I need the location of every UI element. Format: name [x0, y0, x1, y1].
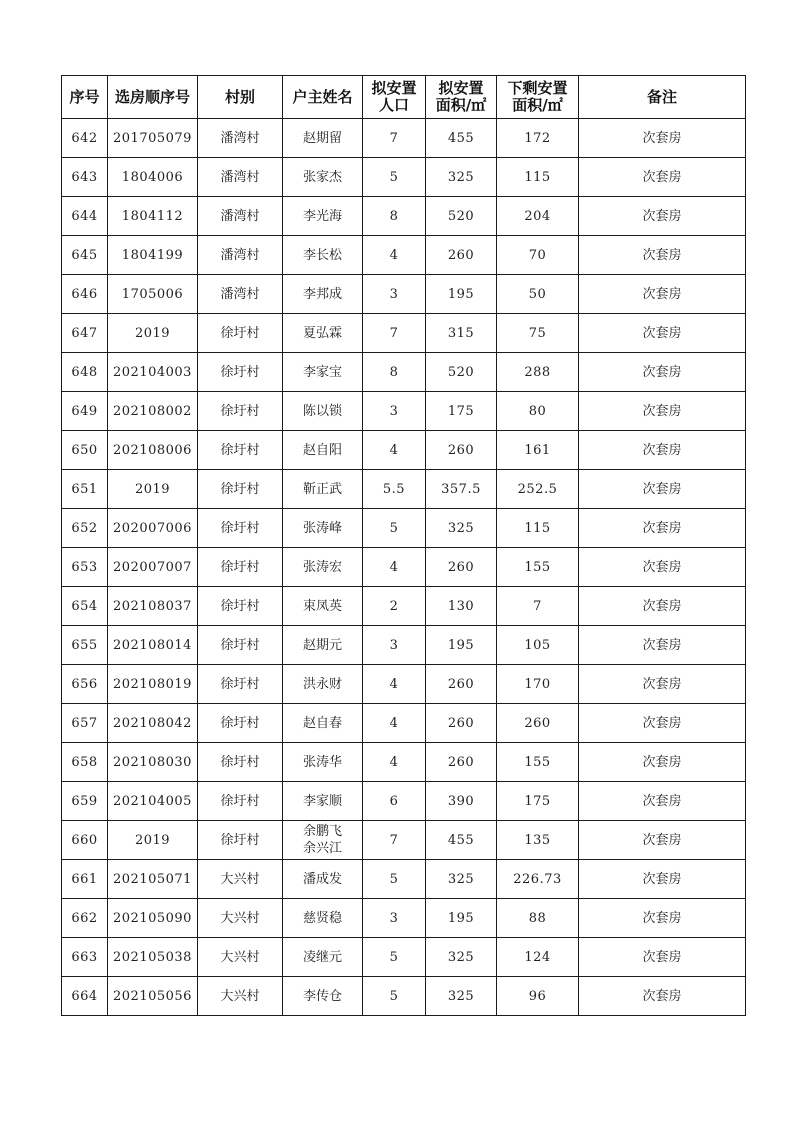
table-row [62, 509, 746, 548]
cell-village: 徐圩村 [198, 704, 283, 743]
table-row [62, 704, 746, 743]
cell-householder-name: 李邦成 [283, 275, 363, 314]
cell-remaining-area: 7 [497, 587, 579, 626]
cell-planned-area: 520 [426, 353, 497, 392]
cell-remarks: 次套房 [579, 821, 746, 860]
cell-planned-population: 5.5 [363, 470, 426, 509]
cell-planned-area: 390 [426, 782, 497, 821]
cell-planned-population: 2 [363, 587, 426, 626]
header-selection-order: 选房顺序号 [108, 76, 198, 119]
table-header-row [62, 76, 746, 119]
table-row [62, 626, 746, 665]
cell-remaining-area: 80 [497, 392, 579, 431]
cell-remarks: 次套房 [579, 509, 746, 548]
cell-serial-number: 644 [62, 197, 108, 236]
table-row [62, 743, 746, 782]
table-row [62, 977, 746, 1016]
cell-planned-area: 175 [426, 392, 497, 431]
cell-selection-order: 202105038 [108, 938, 198, 977]
cell-planned-area: 325 [426, 158, 497, 197]
cell-householder-name: 洪永财 [283, 665, 363, 704]
cell-remaining-area: 50 [497, 275, 579, 314]
cell-planned-population: 3 [363, 626, 426, 665]
table-row [62, 587, 746, 626]
cell-planned-population: 4 [363, 431, 426, 470]
cell-remarks: 次套房 [579, 899, 746, 938]
cell-village: 潘湾村 [198, 197, 283, 236]
cell-planned-area: 455 [426, 821, 497, 860]
cell-planned-area: 520 [426, 197, 497, 236]
table-row [62, 392, 746, 431]
cell-planned-population: 7 [363, 821, 426, 860]
table-row [62, 548, 746, 587]
cell-planned-area: 325 [426, 509, 497, 548]
cell-planned-population: 7 [363, 119, 426, 158]
cell-planned-population: 4 [363, 665, 426, 704]
cell-selection-order: 202108037 [108, 587, 198, 626]
cell-householder-name: 张家杰 [283, 158, 363, 197]
cell-remarks: 次套房 [579, 860, 746, 899]
cell-selection-order: 2019 [108, 821, 198, 860]
cell-remaining-area: 175 [497, 782, 579, 821]
cell-selection-order: 202108019 [108, 665, 198, 704]
cell-village: 大兴村 [198, 938, 283, 977]
cell-selection-order: 202104005 [108, 782, 198, 821]
cell-householder-name: 李传仓 [283, 977, 363, 1016]
cell-planned-population: 6 [363, 782, 426, 821]
cell-village: 徐圩村 [198, 782, 283, 821]
cell-selection-order: 202007006 [108, 509, 198, 548]
cell-planned-area: 325 [426, 860, 497, 899]
cell-remaining-area: 105 [497, 626, 579, 665]
cell-remaining-area: 124 [497, 938, 579, 977]
cell-serial-number: 652 [62, 509, 108, 548]
table-row [62, 938, 746, 977]
cell-planned-population: 8 [363, 353, 426, 392]
cell-remaining-area: 155 [497, 548, 579, 587]
table-row [62, 821, 746, 860]
cell-householder-name: 余鹏飞 余兴江 [283, 821, 363, 860]
cell-remaining-area: 135 [497, 821, 579, 860]
cell-householder-name: 夏弘霖 [283, 314, 363, 353]
cell-serial-number: 646 [62, 275, 108, 314]
cell-village: 徐圩村 [198, 548, 283, 587]
cell-remaining-area: 161 [497, 431, 579, 470]
cell-householder-name: 靳正武 [283, 470, 363, 509]
cell-village: 潘湾村 [198, 158, 283, 197]
table-row [62, 197, 746, 236]
cell-serial-number: 651 [62, 470, 108, 509]
cell-selection-order: 2019 [108, 314, 198, 353]
cell-remaining-area: 115 [497, 158, 579, 197]
header-remaining-area: 下剩安置 面积/㎡ [497, 76, 579, 119]
cell-serial-number: 647 [62, 314, 108, 353]
cell-planned-area: 315 [426, 314, 497, 353]
cell-selection-order: 202105071 [108, 860, 198, 899]
cell-village: 徐圩村 [198, 587, 283, 626]
table-row [62, 158, 746, 197]
cell-planned-area: 357.5 [426, 470, 497, 509]
header-village: 村别 [198, 76, 283, 119]
cell-remarks: 次套房 [579, 626, 746, 665]
cell-remaining-area: 288 [497, 353, 579, 392]
cell-remarks: 次套房 [579, 392, 746, 431]
cell-serial-number: 661 [62, 860, 108, 899]
cell-village: 徐圩村 [198, 431, 283, 470]
cell-remaining-area: 155 [497, 743, 579, 782]
cell-householder-name: 李家顺 [283, 782, 363, 821]
table-row [62, 314, 746, 353]
cell-planned-population: 5 [363, 509, 426, 548]
cell-planned-population: 5 [363, 977, 426, 1016]
cell-remarks: 次套房 [579, 665, 746, 704]
cell-remarks: 次套房 [579, 431, 746, 470]
table-row [62, 353, 746, 392]
cell-planned-area: 325 [426, 977, 497, 1016]
cell-remarks: 次套房 [579, 275, 746, 314]
cell-householder-name: 陈以锁 [283, 392, 363, 431]
cell-village: 大兴村 [198, 899, 283, 938]
cell-serial-number: 659 [62, 782, 108, 821]
cell-householder-name: 张涛华 [283, 743, 363, 782]
cell-remarks: 次套房 [579, 470, 746, 509]
table-row [62, 860, 746, 899]
cell-village: 徐圩村 [198, 821, 283, 860]
cell-remarks: 次套房 [579, 704, 746, 743]
cell-remaining-area: 88 [497, 899, 579, 938]
table-row [62, 782, 746, 821]
cell-serial-number: 645 [62, 236, 108, 275]
cell-householder-name: 慈贤稳 [283, 899, 363, 938]
cell-village: 潘湾村 [198, 119, 283, 158]
cell-remaining-area: 252.5 [497, 470, 579, 509]
cell-remaining-area: 75 [497, 314, 579, 353]
cell-village: 徐圩村 [198, 314, 283, 353]
table-row [62, 431, 746, 470]
cell-village: 徐圩村 [198, 665, 283, 704]
cell-selection-order: 202108030 [108, 743, 198, 782]
cell-remarks: 次套房 [579, 587, 746, 626]
cell-serial-number: 654 [62, 587, 108, 626]
cell-village: 大兴村 [198, 860, 283, 899]
cell-village: 徐圩村 [198, 392, 283, 431]
cell-village: 潘湾村 [198, 275, 283, 314]
cell-serial-number: 662 [62, 899, 108, 938]
cell-village: 徐圩村 [198, 353, 283, 392]
cell-selection-order: 202108006 [108, 431, 198, 470]
cell-serial-number: 649 [62, 392, 108, 431]
cell-householder-name: 张涛峰 [283, 509, 363, 548]
cell-selection-order: 202007007 [108, 548, 198, 587]
cell-householder-name: 李家宝 [283, 353, 363, 392]
cell-serial-number: 657 [62, 704, 108, 743]
cell-selection-order: 1804199 [108, 236, 198, 275]
cell-planned-population: 4 [363, 236, 426, 275]
cell-selection-order: 1705006 [108, 275, 198, 314]
cell-householder-name: 凌继元 [283, 938, 363, 977]
table-row [62, 470, 746, 509]
cell-householder-name: 赵期留 [283, 119, 363, 158]
cell-householder-name: 李光海 [283, 197, 363, 236]
cell-village: 徐圩村 [198, 626, 283, 665]
cell-remarks: 次套房 [579, 743, 746, 782]
cell-remarks: 次套房 [579, 548, 746, 587]
cell-serial-number: 656 [62, 665, 108, 704]
cell-serial-number: 655 [62, 626, 108, 665]
cell-planned-population: 8 [363, 197, 426, 236]
cell-planned-area: 260 [426, 743, 497, 782]
table-body [62, 119, 746, 1016]
cell-planned-area: 260 [426, 665, 497, 704]
cell-planned-population: 3 [363, 899, 426, 938]
cell-planned-area: 195 [426, 275, 497, 314]
cell-serial-number: 663 [62, 938, 108, 977]
cell-serial-number: 648 [62, 353, 108, 392]
cell-planned-population: 4 [363, 704, 426, 743]
cell-village: 徐圩村 [198, 509, 283, 548]
cell-selection-order: 202105090 [108, 899, 198, 938]
cell-householder-name: 赵自春 [283, 704, 363, 743]
table-row [62, 275, 746, 314]
table-row [62, 119, 746, 158]
cell-village: 徐圩村 [198, 470, 283, 509]
cell-selection-order: 1804112 [108, 197, 198, 236]
cell-remarks: 次套房 [579, 353, 746, 392]
table-row [62, 899, 746, 938]
cell-village: 徐圩村 [198, 743, 283, 782]
cell-planned-area: 130 [426, 587, 497, 626]
cell-remaining-area: 204 [497, 197, 579, 236]
cell-selection-order: 202108002 [108, 392, 198, 431]
cell-householder-name: 张涛宏 [283, 548, 363, 587]
cell-planned-population: 5 [363, 158, 426, 197]
cell-householder-name: 李长松 [283, 236, 363, 275]
header-serial-number: 序号 [62, 76, 108, 119]
cell-village: 大兴村 [198, 977, 283, 1016]
cell-planned-population: 4 [363, 548, 426, 587]
header-householder-name: 户主姓名 [283, 76, 363, 119]
cell-selection-order: 202108042 [108, 704, 198, 743]
cell-planned-population: 7 [363, 314, 426, 353]
cell-serial-number: 642 [62, 119, 108, 158]
cell-planned-area: 260 [426, 431, 497, 470]
cell-planned-area: 260 [426, 548, 497, 587]
header-planned-area: 拟安置 面积/㎡ [426, 76, 497, 119]
cell-planned-area: 195 [426, 899, 497, 938]
cell-remaining-area: 170 [497, 665, 579, 704]
cell-householder-name: 赵自阳 [283, 431, 363, 470]
cell-remarks: 次套房 [579, 938, 746, 977]
cell-remarks: 次套房 [579, 314, 746, 353]
cell-serial-number: 653 [62, 548, 108, 587]
cell-planned-area: 325 [426, 938, 497, 977]
cell-planned-area: 455 [426, 119, 497, 158]
cell-selection-order: 202108014 [108, 626, 198, 665]
cell-householder-name: 潘成发 [283, 860, 363, 899]
header-planned-population: 拟安置 人口 [363, 76, 426, 119]
cell-planned-area: 260 [426, 236, 497, 275]
cell-planned-area: 195 [426, 626, 497, 665]
cell-remaining-area: 260 [497, 704, 579, 743]
cell-remaining-area: 70 [497, 236, 579, 275]
cell-remarks: 次套房 [579, 977, 746, 1016]
cell-remarks: 次套房 [579, 236, 746, 275]
cell-planned-population: 5 [363, 860, 426, 899]
header-remarks: 备注 [579, 76, 746, 119]
cell-serial-number: 664 [62, 977, 108, 1016]
cell-planned-population: 3 [363, 275, 426, 314]
cell-selection-order: 202104003 [108, 353, 198, 392]
cell-householder-name: 赵期元 [283, 626, 363, 665]
cell-serial-number: 643 [62, 158, 108, 197]
resettlement-table [61, 75, 746, 1016]
table-row [62, 236, 746, 275]
cell-selection-order: 202105056 [108, 977, 198, 1016]
cell-remarks: 次套房 [579, 782, 746, 821]
cell-selection-order: 1804006 [108, 158, 198, 197]
cell-planned-population: 4 [363, 743, 426, 782]
cell-serial-number: 658 [62, 743, 108, 782]
cell-serial-number: 650 [62, 431, 108, 470]
cell-remaining-area: 226.73 [497, 860, 579, 899]
cell-serial-number: 660 [62, 821, 108, 860]
cell-planned-area: 260 [426, 704, 497, 743]
cell-householder-name: 束凤英 [283, 587, 363, 626]
cell-selection-order: 2019 [108, 470, 198, 509]
cell-remarks: 次套房 [579, 119, 746, 158]
cell-planned-population: 3 [363, 392, 426, 431]
cell-remaining-area: 172 [497, 119, 579, 158]
table-row [62, 665, 746, 704]
cell-remaining-area: 96 [497, 977, 579, 1016]
cell-remarks: 次套房 [579, 158, 746, 197]
cell-planned-population: 5 [363, 938, 426, 977]
cell-selection-order: 201705079 [108, 119, 198, 158]
cell-remarks: 次套房 [579, 197, 746, 236]
cell-village: 潘湾村 [198, 236, 283, 275]
cell-remaining-area: 115 [497, 509, 579, 548]
